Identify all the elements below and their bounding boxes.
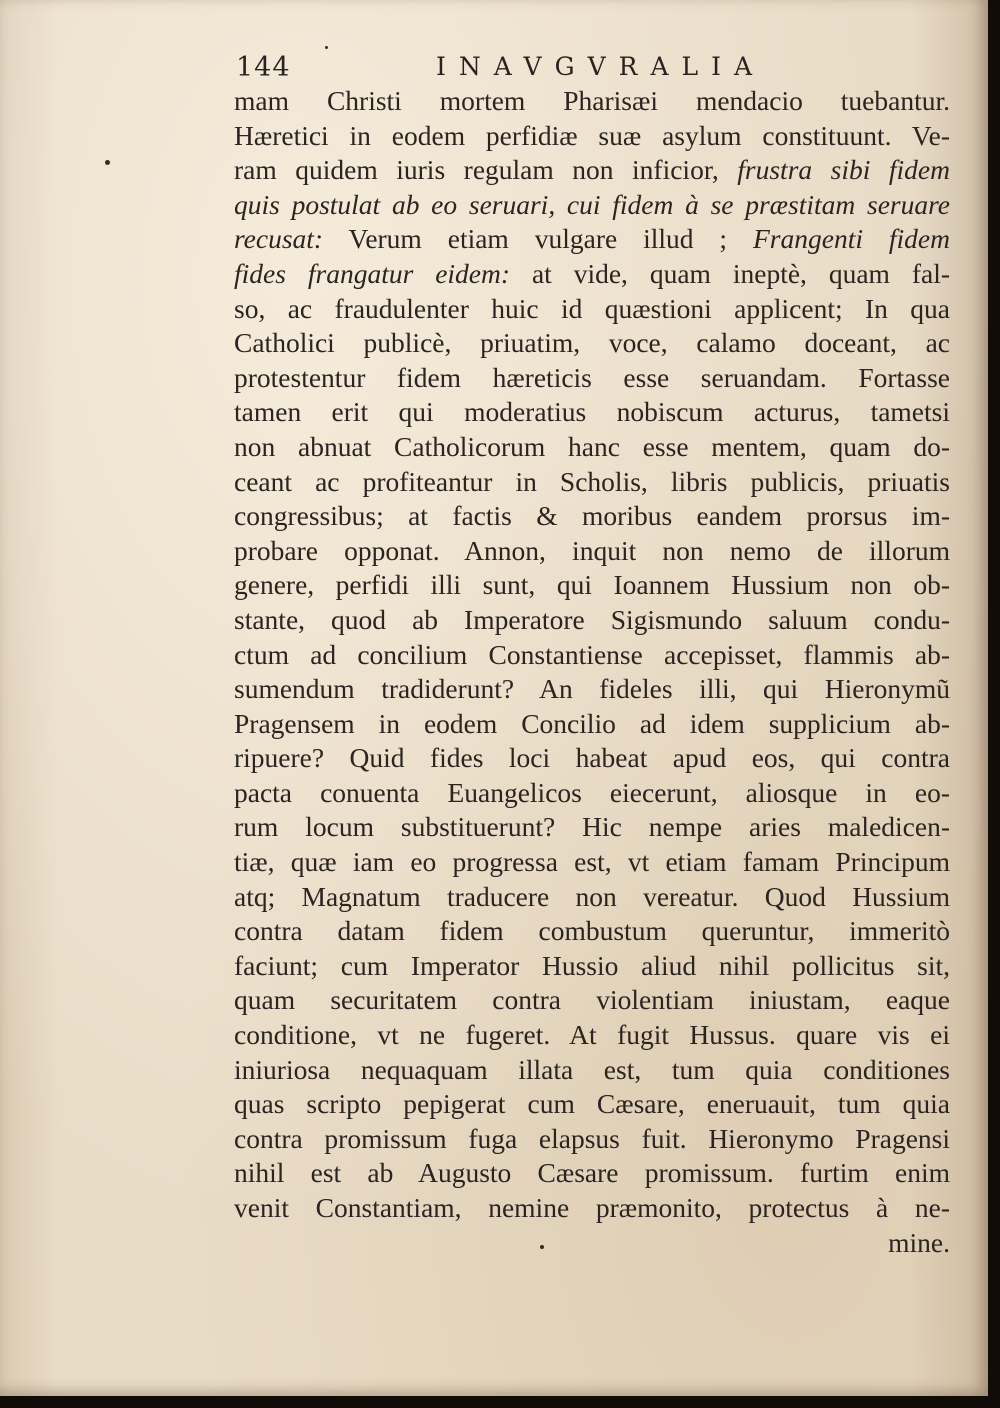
italic-segment: frustra sibi fidem bbox=[737, 154, 950, 186]
body-text bbox=[234, 84, 950, 1260]
running-title: INAVGVRALIA bbox=[436, 52, 766, 81]
text-segment: at vide, quam ineptè, quam fal- bbox=[510, 257, 950, 289]
text-line: probare opponat. Annon, inquit non nemo de illorum bbox=[234, 534, 950, 566]
text-line bbox=[234, 222, 950, 257]
text-line: so, ac fraudulenter huic id quæstioni applicent; In qua bbox=[234, 292, 950, 324]
text-line: Hæretici in eodem perfidiæ suæ asylum constituunt. Ve- bbox=[234, 119, 950, 151]
text-line: ripuere? Quid fides loci habeat apud eos, qui contra bbox=[234, 742, 950, 774]
text-line: faciunt; cum Imperator Hussio aliud nihil pollicitus sit, bbox=[234, 949, 950, 981]
text-line: iniuriosa nequaquam illata est, tum quia conditiones bbox=[234, 1053, 950, 1085]
text-segment: ram quidem iuris regulam non inficior, bbox=[234, 154, 738, 186]
text-line: tamen erit qui moderatius nobiscum acturus, tametsi bbox=[234, 396, 950, 428]
text-line: quas scripto pepigerat cum Cæsare, eneruauit, tum quia bbox=[234, 1088, 950, 1120]
text-line bbox=[234, 257, 950, 292]
ink-speck bbox=[325, 46, 328, 49]
italic-segment: recusat: bbox=[234, 223, 324, 255]
text-line: Catholici publicè, priuatim, voce, calamo doceant, ac bbox=[234, 327, 950, 359]
running-head bbox=[236, 50, 948, 86]
text-line: ctum ad concilium Constantiense accepisset, flammis ab- bbox=[234, 638, 950, 670]
text-line: genere, perfidi illi sunt, qui Ioannem Hussium non ob- bbox=[234, 569, 950, 601]
text-line: contra datam fidem combustum queruntur, immeritò bbox=[234, 915, 950, 947]
italic-segment: Frangenti fidem bbox=[752, 223, 950, 255]
text-line bbox=[234, 153, 950, 188]
text-line: protestentur fidem hæreticis esse seruandam. Fortasse bbox=[234, 361, 950, 393]
text-line: ceant ac profiteantur in Scholis, libris publicis, priuatis bbox=[234, 465, 950, 497]
text-line: nihil est ab Augusto Cæsare promissum. furtim enim bbox=[234, 1157, 950, 1189]
text-line: quam securitatem contra violentiam iniustam, eaque bbox=[234, 984, 950, 1016]
text-line: pacta conuenta Euangelicos eiecerunt, aliosque in eo- bbox=[234, 776, 950, 808]
text-line: mine. bbox=[888, 1226, 950, 1258]
text-line: venit Constantiam, nemine præmonito, protectus à ne- bbox=[234, 1192, 950, 1223]
scan-border-bottom bbox=[0, 1396, 1000, 1408]
ink-speck bbox=[105, 160, 110, 165]
text-line: non abnuat Catholicorum hanc esse mentem, quam do- bbox=[234, 430, 950, 462]
text-line: sumendum tradiderunt? An fideles illi, qui Hieronymũ bbox=[234, 673, 950, 705]
text-line: mam Christi mortem Pharisæi mendacio tuebantur. bbox=[234, 85, 950, 116]
italic-segment: quis postulat ab eo seruari, cui fidem à se præstitam seruare bbox=[234, 188, 950, 220]
page-number: 144 bbox=[236, 52, 291, 83]
text-line: congressibus; at factis & moribus eandem prorsus im- bbox=[234, 500, 950, 532]
text-line: Pragensem in eodem Concilio ad idem supplicium ab- bbox=[234, 707, 950, 739]
text-segment: Verum etiam vulgare illud ; bbox=[323, 223, 753, 255]
text-line: atq; Magnatum traducere non vereatur. Quod Hussium bbox=[234, 880, 950, 912]
text-line bbox=[234, 188, 950, 223]
italic-segment: fides frangatur eidem: bbox=[234, 257, 511, 289]
scan-border-right bbox=[988, 0, 1000, 1408]
text-line: conditione, vt ne fugeret. At fugit Hussus. quare vis ei bbox=[234, 1019, 950, 1051]
text-line: rum locum substituerunt? Hic nempe aries maledicen- bbox=[234, 811, 950, 843]
text-line: contra promissum fuga elapsus fuit. Hieronymo Pragensi bbox=[234, 1122, 950, 1154]
text-line: tiæ, quæ iam eo progressa est, vt etiam famam Principum bbox=[234, 846, 950, 878]
text-line: stante, quod ab Imperatore Sigismundo saluum condu- bbox=[234, 603, 950, 635]
